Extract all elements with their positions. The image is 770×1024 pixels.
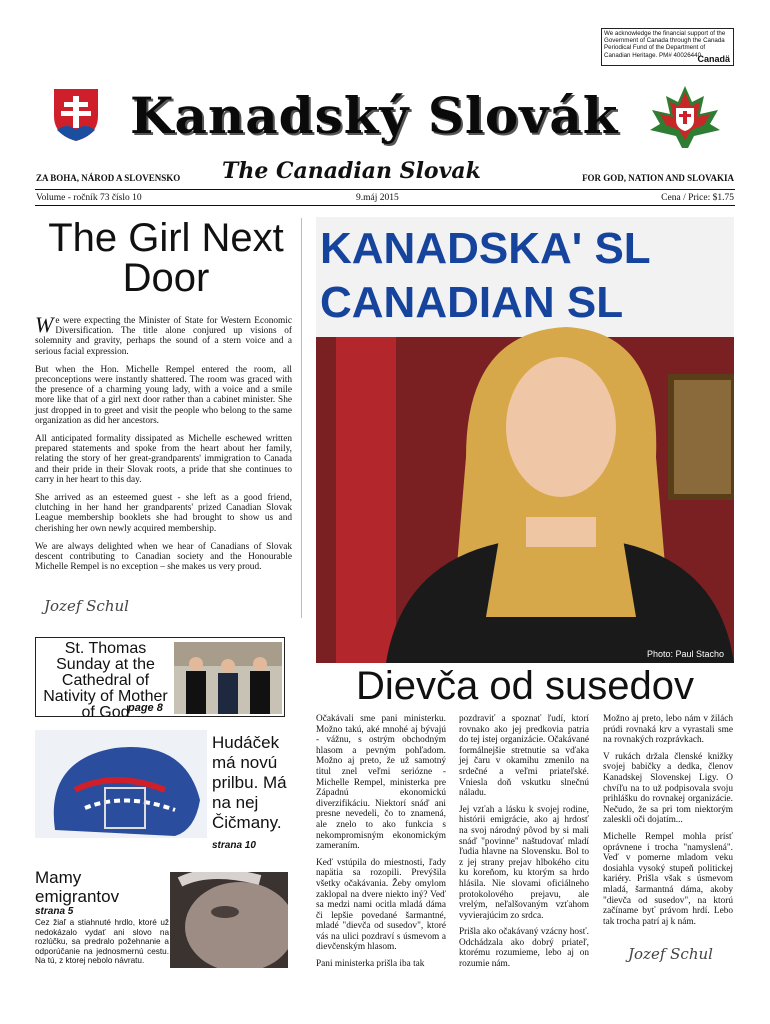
masthead-rule-bottom: [35, 205, 735, 206]
banner-text-line1: KANADSKA' SL: [320, 224, 651, 273]
masthead-subtitle: The Canadian Slovak: [222, 158, 481, 184]
motto-slovak: ZA BOHA, NÁROD A SLOVENSKO: [36, 173, 181, 183]
slovak-col2-para-2: Jej vzťah a lásku k svojej rodine, histórii emigrácie, ako aj hrdosť na svoj národný pôvod by si mali snáď "povinne" naštudovať mladí ľudia hlavne na Slovensku. Bol to z jej strany prejav hlbokého citu ku koreňom, ku ktorým sa hrdo hlásila. Nie slovami oficiálneho protokolového prejavu, ale vrelým, neľalšovaným vzťahom vyvierajúcim zo srdca.: [459, 804, 589, 921]
canada-wordmark: Canadä: [697, 53, 730, 64]
slovak-column-2: [459, 714, 589, 976]
lead-headline: The Girl Next Door: [48, 216, 284, 300]
teaser-st-thomas-title: St. Thomas Sunday at the Cathedral of Nativity of Mother of God: [43, 640, 168, 721]
slovak-col1-para-1: Očakávali sme pani ministerku. Možno takú, aké mnohé aj bývajú - vážnu, s ostrým obchodným hlasom a pevným pohľadom. Možno aj preto, že už samotný titul znel veľmi seriózne - Michelle Rempel, ministerka pre Západnú ekonomickú diverzifikáciu. Niektorí snáď ani presne nevedeli, čo to znamená, ale znelo to ako funkcia s nekompromisným ekonomickým zameraním.: [316, 714, 446, 852]
clergy-group-photo: [174, 642, 282, 714]
goalie-mask-photo: [35, 730, 207, 838]
teaser-st-thomas[interactable]: [35, 637, 285, 721]
slovak-col2-para-1: pozdraviť a spoznať ľudí, ktorí rovnako ako jej predkovia patria do tej istej organizácie. Očakávané formálnejšie stretnutie sa vďaka jej čaru v okamihu zmenilo na srdečné a veľmi priateľské. Vniesla doň vskutku slnečnú náladu.: [459, 714, 589, 799]
slovak-col3-para-1: Možno aj preto, lebo nám v žilách prúdi rovnaká krv a vyrastali sme na rovnakých rozprávkach.: [603, 714, 733, 746]
slovak-col1-para-2: Keď vstúpila do miestnosti, ľady napätia sa rozopili. Prevýšila všetky očakávania. Žeby omylom zaklopal na dvere niekto iný? Veď sa medzi nami ocitla mladá dáma či lepšie povedané šarmantné, mladé "dievča od susedov", ktoré vás na ulici pozdraví s úsmevom a dievčenským hlasom.: [316, 857, 446, 953]
teaser-emigrants-text: Cez žiaľ a stiahnuté hrdlo, ktoré už nedokázalo vydať ani slovo na rozlúčku, sa predralo požehnanie a odporúčanie na jednosmernú cestu. Na tú, z ktorej nebolo návratu.: [35, 918, 169, 966]
masthead-title: Kanadský Slovák: [130, 86, 619, 145]
lead-paragraph-3: All anticipated formality dissipated as Michelle eschewed written prepared statements and spoke from the heart about her family, relating the story of her great-grandparents' immigration to Canada and their pride in their Slovak roots, a pride that she continues to carry in her heart to this day.: [35, 434, 292, 485]
slovak-signature: Jozef Schul: [628, 945, 713, 963]
michelle-rempel-photo: [316, 217, 734, 663]
slovak-column-1: [316, 714, 446, 976]
column-divider: [301, 218, 302, 618]
teaser-st-thomas-page: page 8: [128, 702, 163, 714]
photo-credit: Photo: Paul Stacho: [646, 649, 724, 659]
lead-signature: Jozef Schul: [44, 597, 129, 615]
teaser-emigrants-page: strana 5: [35, 906, 74, 917]
lead-dropcap: W: [35, 312, 54, 337]
lead-paragraph-4: She arrived as an esteemed guest - she left as a good friend, clutching in her hand her grandparents' prized Canadian Slovak League membership booklets she had brought to show us and cherishing her own newly acquired membership.: [35, 493, 292, 534]
issue-date: 9.máj 2015: [356, 193, 399, 203]
photo-illustration: [316, 217, 734, 663]
crying-woman-photo: [170, 872, 288, 968]
slovak-col3-para-3: Michelle Rempel mohla prísť oprávnene i trocha "namyslená". Veď v pomerne mladom veku dosiahla vysoký stupeň politickej kariéry. Prišla však s úsmevom mladá, šarmantná dáma, akoby "dievča od susedov", na ktorú začíname byť právom hrdí. Lebo tak trocha patrí aj k nám.: [603, 831, 733, 927]
motto-english: FOR GOD, NATION AND SLOVAKIA: [582, 173, 734, 183]
maple-leaf-emblem-icon: [646, 84, 724, 150]
issue-price: Cena / Price: $1.75: [661, 193, 734, 203]
slovak-column-3: [603, 714, 733, 933]
slovak-col2-para-3: Prišla ako očakávaný vzácny hosť. Odchádzala ako dobrý priateľ, ktorému rozumieme, lebo aj on rozumie nám.: [459, 927, 589, 970]
slovak-coat-of-arms-icon: [51, 86, 101, 144]
slovak-col3-para-2: V rukách držala členské knižky svojej babičky a dedka, členov Kanadskej Slovenskej Ligy. O chvíľu na to už podpisovala svoju prihlášku do rovnakej organizácie. Nečudo, že sa pri tom niektorým zaleskli oči dojatím...: [603, 751, 733, 826]
lead-paragraph-1: e were expecting the Minister of State for Western Economic Diversification. The title alone conjured up visions of solemnity and gravity, perhaps the sound of a stern voice and a serious facial expression.: [35, 316, 292, 357]
lead-paragraph-2: But when the Hon. Michelle Rempel entered the room, all preconceptions were instantly shattered. The room was graced with the presence of a charming young lady, with a voice and a smile more like that of a girl next door rather than a cabinet minister. She just dropped in to greet and visit the people who belong to the same organization as did her ancestors.: [35, 364, 292, 426]
lead-paragraph-5: We are always delighted when we hear of Canadians of Slovak descent contributing to Canadian society and the Honourable Michelle Rempel is no exception – she makes us very proud.: [35, 541, 292, 573]
slovak-col1-para-3: Pani ministerka prišla iba tak: [316, 959, 425, 970]
masthead-rule-top: [35, 189, 735, 190]
teaser-hudacek-title[interactable]: Hudáček má novú prilbu. Má na nej Čičmany.: [212, 733, 287, 832]
lead-story-body: [35, 312, 292, 580]
teaser-hudacek-page: strana 10: [212, 840, 256, 851]
acknowledgement-text: We acknowledge the financial support of the Government of Canada through the Canada Periodical Fund of the Department of Canadian Heritage. PM# 40026440: [604, 30, 726, 59]
teaser-emigrants-title[interactable]: Mamy emigrantov: [35, 868, 120, 906]
banner-text-line2: CANADIAN SL: [320, 278, 624, 327]
funding-acknowledgement: [601, 28, 734, 66]
slovak-headline: Dievča od susedov: [356, 664, 694, 708]
volume-number: Volume - ročník 73 číslo 10: [36, 193, 142, 203]
